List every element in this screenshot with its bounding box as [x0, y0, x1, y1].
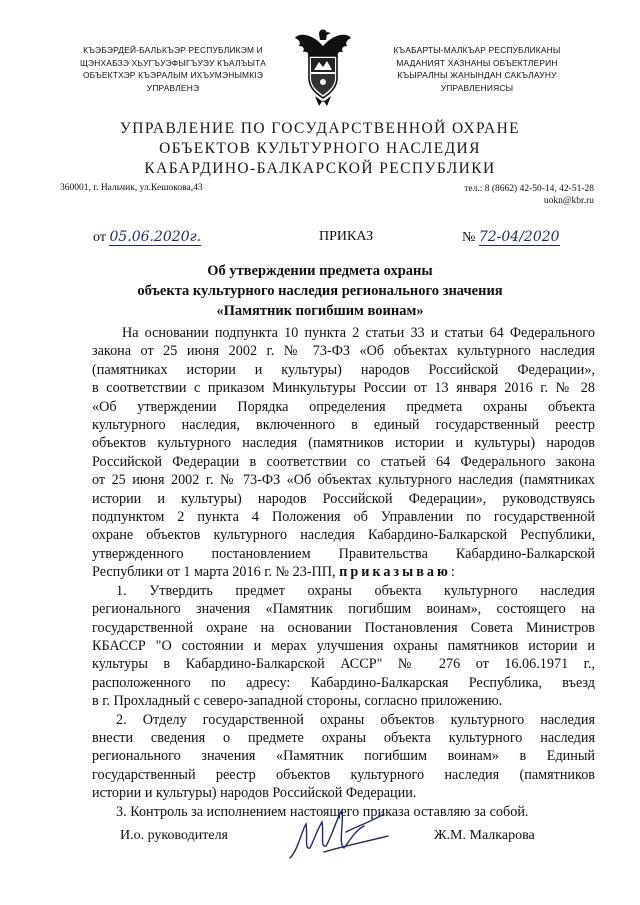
- org-name-line-2: ОБЪЕКТОВ КУЛЬТУРНОГО НАСЛЕДИЯ: [159, 140, 481, 157]
- body-line: «Об утверждении Порядка определения предмета охраны объекта: [92, 398, 595, 415]
- body-line: закона от 25 июня 2002 г. № 73-ФЗ «Об объектах культурного наследия: [92, 343, 595, 360]
- body-line: 1. Утвердить предмет охраны объекта культурного наследия: [116, 582, 595, 599]
- org-email: uokn@kbr.ru: [543, 196, 594, 206]
- signatory-position: И.о. руководителя: [120, 828, 229, 843]
- body-line: культуры в Кабардино-Балкарской АССР" № 276 от 16.06.1971 г.,: [92, 656, 595, 673]
- org-address: 360001, г. Нальчик, ул.Кешокова,43: [60, 183, 203, 193]
- org-contacts: [464, 183, 594, 207]
- header-left-line: ЩЭНХАБЗЭ ХЬУГЪУЭФЫГЪУЭУ КЪАЛЪЫТА: [79, 57, 266, 68]
- body-line: На основании подпункта 10 пункта 2 статьи 33 и статьи 64 Федерального: [122, 325, 595, 341]
- header-right-line: МАДАНИЯТ ХАЗНАНЫ ОБЪЕКТЛЕРИН: [396, 57, 558, 68]
- subject-line: объекта культурного наследия регионального значения: [137, 283, 503, 299]
- org-name-line-1: УПРАВЛЕНИЕ ПО ГОСУДАРСТВЕННОЙ ОХРАНЕ: [119, 120, 521, 137]
- body-line: истории и культуры) народов Российской Федерации», руководствуясь: [92, 490, 595, 507]
- body-line-punct: :: [450, 564, 455, 581]
- header-right-line: КЪЫРАЛНЫ ЖАНЫНДАН САКЪЛАУНУ: [397, 70, 557, 80]
- coat-of-arms-emblem-icon: [293, 24, 353, 108]
- order-title: ПРИКАЗ: [319, 229, 374, 244]
- body-line: расположенного по адресу: Кабардино-Балкарская Республика, въезд: [92, 674, 595, 691]
- org-name-line-3: КАБАРДИНО-БАЛКАРСКОЙ РЕСПУБЛИКИ: [144, 160, 496, 177]
- order-subject: [0, 261, 640, 321]
- body-line: (памятниках истории и культуры) народов Российской Федерации»,: [92, 361, 595, 378]
- body-line: истории и культуры) народов Российской Федерации.: [92, 785, 417, 802]
- header-left-kabardian: [68, 44, 278, 94]
- body-line: государственный реестр объектов культурного наследия (памятников: [92, 766, 595, 783]
- body-line-ordering: [92, 563, 595, 581]
- body-line: утвержденного постановлением Правительства Кабардино-Балкарской: [92, 545, 595, 562]
- header-left-line: ОБЪЕКТХЭР КЪЭРАЛЫМ ИХЪУМЭНЫМКIЭ: [82, 70, 264, 80]
- order-date-prefix: от: [93, 230, 106, 245]
- body-line: Российской Федерации в соответствии со статьей 64 Федерального закона: [92, 453, 595, 470]
- body-line: объектов культурного наследия (памятников истории и культуры) народов: [92, 435, 595, 452]
- order-number-prefix: №: [462, 230, 476, 245]
- body-line: государственной охране на основании Постановления Совета Министров: [92, 619, 595, 636]
- header-right-line: УПРАВЛЕНИЯСЫ: [440, 82, 514, 93]
- body-line: 2. Отделу государственной охраны объектов культурного наследия: [116, 711, 595, 728]
- order-date: [93, 229, 201, 246]
- org-phone: тел.: 8 (8662) 42-50-14, 42-51-28: [464, 184, 594, 194]
- body-line: 3. Контроль за исполнением настоящего приказа оставляю за собой.: [116, 803, 529, 820]
- body-line: подпунктом 2 пункта 4 Положения об Управлении по государственной: [92, 509, 595, 526]
- order-number: [462, 229, 560, 246]
- order-number-handwritten: 72-04/2020: [478, 229, 560, 245]
- body-line: регионального значения «Памятник погибшим воинам», состоящего на: [92, 601, 595, 618]
- header-left-line: УПРАВЛЕНЭ: [146, 82, 200, 93]
- subject-line: «Памятник погибшим воинам»: [216, 303, 424, 319]
- handwritten-signature-icon: [284, 800, 394, 870]
- signatory-name: Ж.М. Малкарова: [434, 828, 535, 843]
- header-left-line: КЪЭБЭРДЕЙ-БАЛЬКЪЭР РЕСПУБЛИКЭМ И: [83, 45, 263, 55]
- header-right-balkar: [372, 44, 582, 94]
- body-line: от 25 июня 2002 г. № 73-ФЗ «Об объектах культурного наследия (памятниках: [92, 472, 595, 489]
- header-right-line: КЪАБАРТЫ-МАЛКЪАР РЕСПУБЛИКАНЫ: [393, 45, 561, 55]
- body-line: культурного наследия, включенного в единый государственный реестр: [92, 417, 595, 434]
- order-body: [92, 324, 595, 821]
- order-date-handwritten: 05.06.2020г.: [109, 229, 202, 245]
- body-line: Республики от 1 марта 2016 г. № 23-ПП,: [92, 564, 336, 581]
- body-line: охране объектов культурного наследия Кабардино-Балкарской Республики,: [92, 527, 595, 544]
- order-keyword: приказываю: [339, 564, 451, 581]
- body-line: внести сведения о предмете охраны объекта культурного наследия: [92, 729, 595, 746]
- body-line: регионального значения «Памятник погибшим воинам» в Единый: [92, 748, 595, 765]
- subject-line: Об утверждении предмета охраны: [207, 263, 433, 279]
- body-line: в соответствии с приказом Минкультуры России от 13 января 2016 г. № 28: [92, 380, 595, 397]
- body-line: КБАССР "О состоянии и мерах улучшения охраны памятников истории и: [92, 637, 595, 654]
- body-line: в г. Прохладный с северо-западной стороны, согласно приложению.: [92, 693, 503, 710]
